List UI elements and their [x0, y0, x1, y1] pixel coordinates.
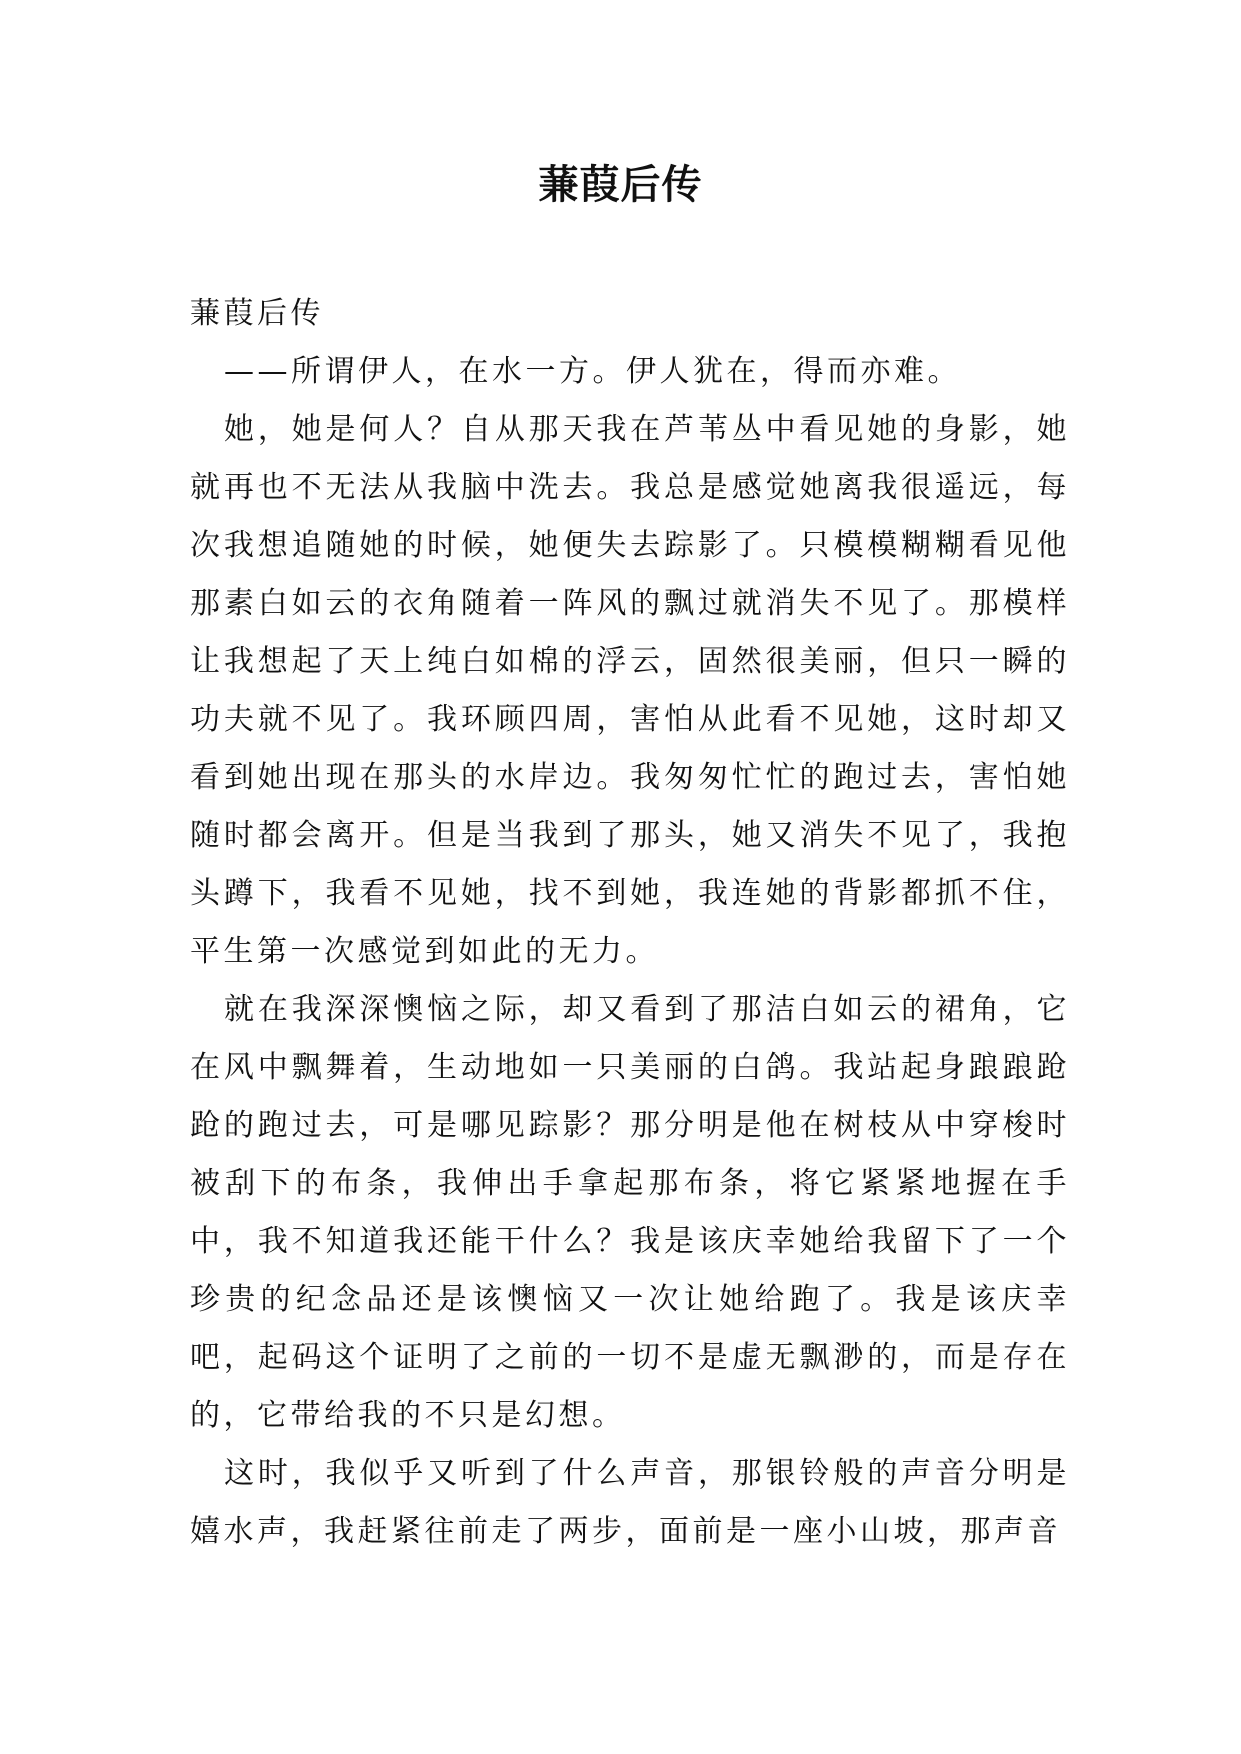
paragraph-subtitle: 蒹葭后传	[190, 296, 324, 331]
paragraph-2: 就在我深深懊恼之际，却又看到了那洁白如云的裙角，它在风中飘舞着，生动地如一只美丽的白鸽。我站起身踉踉跄跄的跑过去，可是哪见踪影？那分明是他在树枝从中穿梭时被刮下的布条，我伸出手拿起那布条，将它紧紧地握在手中，我不知道我还能干什么？我是该庆幸她给我留下了一个珍贵的纪念品还是该懊恼又一次让她给跑了。我是该庆幸吧，起码这个证明了之前的一切不是虚无飘渺的，而是存在的，它带给我的不只是幻想。	[190, 992, 1070, 1433]
paragraph-epigraph: ——所谓伊人，在水一方。伊人犹在，得而亦难。	[224, 354, 961, 389]
document-title: 蒹葭后传	[538, 162, 703, 208]
paragraph-3: 这时，我似乎又听到了什么声音，那银铃般的声音分明是嬉水声，我赶紧往前走了两步，面前是一座小山坡，那声音	[190, 1456, 1070, 1549]
paragraph-1: 她，她是何人？自从那天我在芦苇丛中看见她的身影，她就再也不无法从我脑中洗去。我总是感觉她离我很遥远，每次我想追随她的时候，她便失去踪影了。只模模糊糊看见他那素白如云的衣角随着一阵风的飘过就消失不见了。那模样让我想起了天上纯白如棉的浮云，固然很美丽，但只一瞬的功夫就不见了。我环顾四周，害怕从此看不见她，这时却又看到她出现在那头的水岸边。我匆匆忙忙的跑过去，害怕她随时都会离开。但是当我到了那头，她又消失不见了，我抱头蹲下，我看不见她，找不到她，我连她的背影都抓不住，平生第一次感觉到如此的无力。	[190, 412, 1070, 969]
document-body	[190, 285, 1070, 1561]
